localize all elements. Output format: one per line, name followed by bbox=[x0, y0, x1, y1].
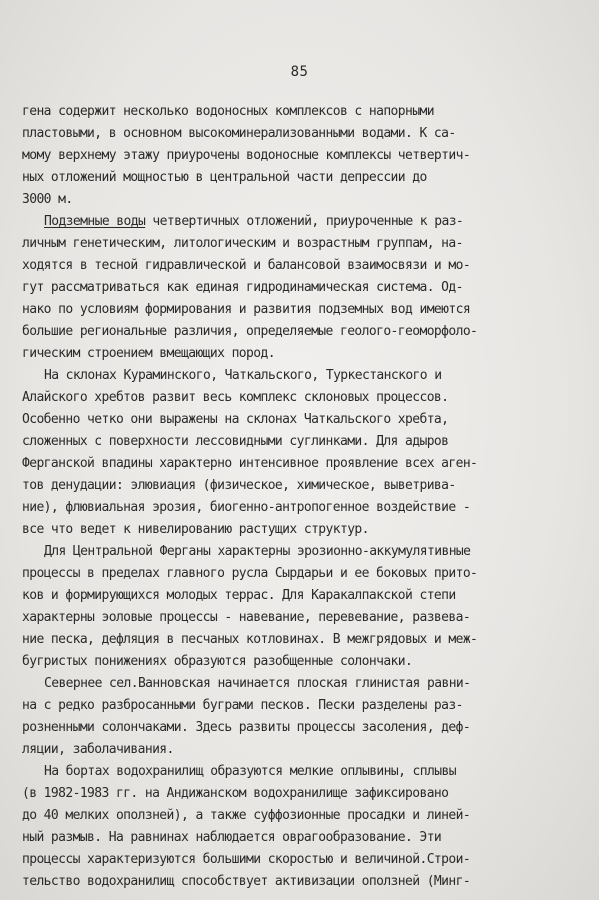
text-line-content: Особенно четко они выражены на склонах Чаткальского хребта, bbox=[22, 412, 449, 427]
text-line-content: пластовыми, в основном высокоминерализованными водами. К са- bbox=[22, 126, 456, 141]
text-line bbox=[22, 409, 558, 431]
text-line bbox=[22, 189, 558, 211]
text-line-content: Севернее сел.Ванновская начинается плоская глинистая равни- bbox=[44, 676, 471, 691]
text-line-content: до 40 мелких оползней), а также суффозионные просадки и линей- bbox=[22, 808, 471, 823]
text-line-content: на с редко разбросанными буграми песков. Пески разделены раз- bbox=[22, 698, 463, 713]
text-line bbox=[22, 497, 558, 519]
text-line bbox=[22, 321, 558, 343]
text-line bbox=[22, 695, 558, 717]
text-line bbox=[22, 585, 558, 607]
text-line-content: ляции, заболачивания. bbox=[22, 742, 174, 757]
text-line-content: гут рассматриваться как единая гидродинамическая система. Од- bbox=[22, 280, 463, 295]
text-line-content: характерны эоловые процессы - навевание, перевевание, развева- bbox=[22, 610, 471, 625]
text-line bbox=[22, 431, 558, 453]
text-line bbox=[22, 871, 558, 893]
text-line bbox=[22, 211, 558, 233]
text-line bbox=[22, 167, 558, 189]
text-line-content: ный размыв. На равнинах наблюдается оврагообразование. Эти bbox=[22, 830, 442, 845]
text-line-content: ков и формирующихся молодых террас. Для Каракалпакской степи bbox=[22, 588, 456, 603]
text-line bbox=[22, 387, 558, 409]
text-line bbox=[22, 365, 558, 387]
page-number: 85 bbox=[290, 64, 309, 80]
text-line-content: большие региональные различия, определяемые геолого-геоморфоло- bbox=[22, 324, 478, 339]
text-line-content: (в 1982-1983 гг. на Андижанском водохранилище зафиксировано bbox=[22, 786, 449, 801]
text-line-content: ных отложений мощностью в центральной части депрессии до bbox=[22, 170, 427, 185]
text-line bbox=[22, 145, 558, 167]
text-line bbox=[22, 475, 558, 497]
text-line bbox=[22, 607, 558, 629]
text-line bbox=[22, 453, 558, 475]
text-line-content: 3000 м. bbox=[22, 192, 73, 207]
text-line bbox=[22, 849, 558, 871]
text-line-content: личным генетическим, литологическим и возрастным группам, на- bbox=[22, 236, 463, 251]
text-line-content: гена содержит несколько водоносных комплексов с напорными bbox=[22, 104, 434, 119]
text-line bbox=[22, 739, 558, 761]
text-line-content: процессы характеризуются большими скоростью и величиной.Строи- bbox=[22, 852, 471, 867]
text-line bbox=[22, 563, 558, 585]
text-line-content: сложенных с поверхности лессовидными суглинками. Для адыров bbox=[22, 434, 449, 449]
text-line bbox=[22, 651, 558, 673]
text-line-content: ние песка, дефляция в песчаных котловинах. В межгрядовых и меж- bbox=[22, 632, 478, 647]
text-line-content: процессы в пределах главного русла Сырдарьи и ее боковых прито- bbox=[22, 566, 478, 581]
body-text bbox=[22, 101, 558, 893]
text-line bbox=[22, 233, 558, 255]
text-line-content: Для Центральной Ферганы характерны эрозионно-аккумулятивные bbox=[44, 544, 471, 559]
text-line-content: Ферганской впадины характерно интенсивное проявление всех аген- bbox=[22, 456, 478, 471]
text-line-content: розненными солончаками. Здесь развиты процессы засоления, деф- bbox=[22, 720, 471, 735]
text-line bbox=[22, 761, 558, 783]
underlined-term: Подземные воды bbox=[44, 214, 146, 229]
text-line-content: тельство водохранилищ способствует активизации оползней (Минг- bbox=[22, 874, 471, 889]
text-line bbox=[22, 827, 558, 849]
text-line-content: бугристых понижениях образуются разобщенные солончаки. bbox=[22, 654, 413, 669]
text-line bbox=[22, 717, 558, 739]
text-line-content: На бортах водохранилищ образуются мелкие оплывины, сплывы bbox=[44, 764, 456, 779]
text-line bbox=[22, 101, 558, 123]
text-line-content: четвертичных отложений, приуроченные к раз- bbox=[145, 214, 464, 229]
text-line bbox=[22, 541, 558, 563]
text-line bbox=[22, 299, 558, 321]
text-line bbox=[22, 123, 558, 145]
text-line-content: На склонах Кураминского, Чаткальского, Туркестанского и bbox=[44, 368, 442, 383]
text-line bbox=[22, 277, 558, 299]
text-line bbox=[22, 805, 558, 827]
text-line bbox=[22, 255, 558, 277]
text-line bbox=[22, 673, 558, 695]
text-line-content: нако по условиям формирования и развития подземных вод имеются bbox=[22, 302, 471, 317]
text-line-content: ние), флювиальная эрозия, биогенно-антропогенное воздействие - bbox=[22, 500, 471, 515]
text-line-content: тов денудации: элювиация (физическое, химическое, выветрива- bbox=[22, 478, 456, 493]
text-line bbox=[22, 629, 558, 651]
text-line bbox=[22, 343, 558, 365]
text-line-content: Алайского хребтов развит весь комплекс склоновых процессов. bbox=[22, 390, 449, 405]
text-line-content: ходятся в тесной гидравлической и балансовой взаимосвязи и мо- bbox=[22, 258, 471, 273]
text-line bbox=[22, 783, 558, 805]
text-line-content: все что ведет к нивелированию растущих структур. bbox=[22, 522, 369, 537]
text-line-content: гическим строением вмещающих пород. bbox=[22, 346, 275, 361]
text-line-content: мому верхнему этажу приурочены водоносные комплексы четвертич- bbox=[22, 148, 471, 163]
text-line bbox=[22, 519, 558, 541]
